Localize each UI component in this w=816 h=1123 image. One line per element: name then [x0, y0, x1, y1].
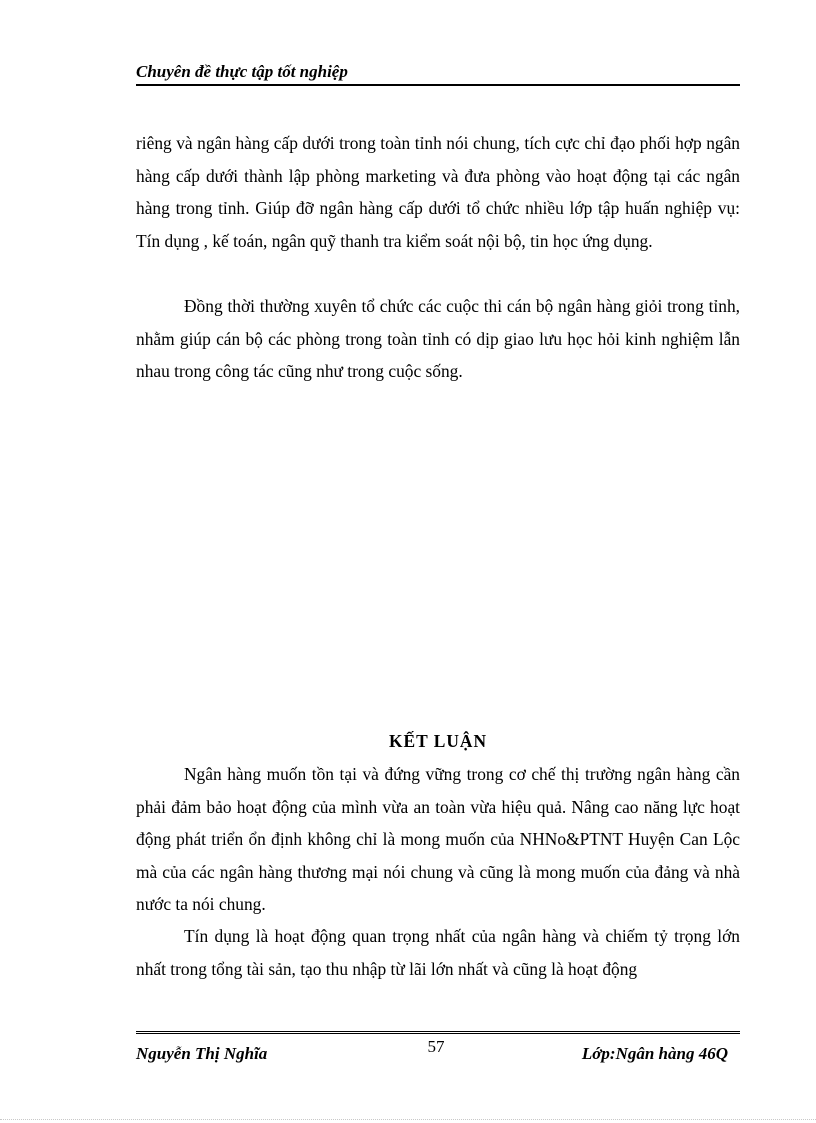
- footer-author: Nguyễn Thị Nghĩa: [136, 1044, 268, 1063]
- footer-class-label: Lớp:Ngân hàng 46Q: [581, 1044, 728, 1063]
- page-header: [136, 60, 740, 88]
- header-divider: [136, 84, 740, 86]
- body-paragraph-1: riêng và ngân hàng cấp dưới trong toàn tỉnh nói chung, tích cực chỉ đạo phối hợp ngân hàng cấp dưới thành lập phòng marketing và đưa phòng vào hoạt động tại các ngân hàng trong tỉnh. Giúp đỡ ngân hàng cấp dưới tổ chức nhiều lớp tập huấn nghiệp vụ: Tín dụng , kế toán, ngân quỹ thanh tra kiểm soát nội bộ, tin học ứng dụng.: [136, 133, 740, 251]
- footer-divider: [136, 1031, 740, 1034]
- body-paragraph-3: Ngân hàng muốn tồn tại và đứng vững trong cơ chế thị trường ngân hàng cần phải đảm bảo hoạt động của mình vừa an toàn vừa hiệu quả. Nâng cao năng lực hoạt động phát triển ổn định không chỉ là mong muốn của NHNo&PTNT Huyện Can Lộc mà của các ngân hàng thương mại nói chung và cũng là mong muốn của đảng và nhà nước ta nói chung.: [136, 764, 740, 915]
- body-paragraph-2: Đồng thời thường xuyên tổ chức các cuộc thi cán bộ ngân hàng giỏi trong tỉnh, nhằm giúp cán bộ các phòng trong toàn tỉnh có dịp giao lưu học hỏi kinh nghiệm lẫn nhau trong công tác cũng như trong cuộc sống.: [136, 296, 740, 382]
- conclusion-heading: KẾT LUẬN: [388, 731, 488, 751]
- page-bottom-edge: [0, 1119, 816, 1120]
- page-number: 57: [427, 1037, 445, 1056]
- header-title: Chuyên đề thực tập tốt nghiệp: [136, 62, 348, 81]
- body-paragraph-4: Tín dụng là hoạt động quan trọng nhất của ngân hàng và chiếm tỷ trọng lớn nhất trong tổng tài sản, tạo thu nhập từ lãi lớn nhất và cũng là hoạt động: [136, 926, 740, 979]
